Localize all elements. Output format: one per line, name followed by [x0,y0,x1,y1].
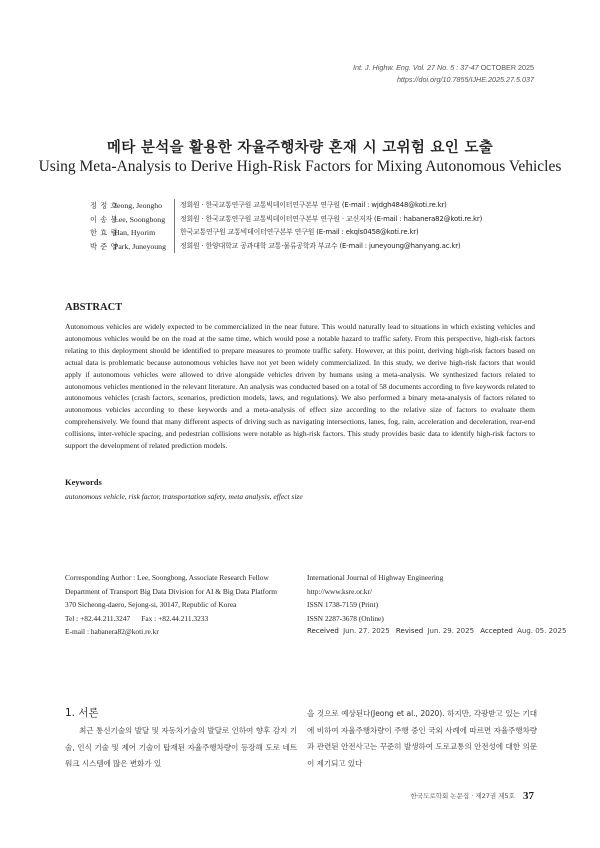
correspondence-author: Corresponding Author : Lee, Soongbong, Associate Research Fellow [65,573,269,582]
author-affiliation: 정회원 · 한양대학교 공과대학 교통·물류공학과 부교수 (E-mail : juneyoung@hanyang.ac.kr) [174,240,460,254]
volume-info: Vol. 27 No. 5 : 37-47 [412,63,479,72]
accepted-label: Accepted [480,627,513,635]
author-name-en: Park, Juneyoung [114,241,166,251]
author-name-ko: 박 준 영 [90,241,118,251]
revised-date: Jun. 29. 2025 [427,627,475,635]
author-affiliation: 정회원 · 한국교통연구원 교통빅데이터연구본부 연구원 (E-mail : wjdgh4848@koti.re.kr) [174,199,447,213]
author-row [90,213,482,227]
correspondence-block [65,571,277,639]
abstract-heading: ABSTRACT [65,302,123,313]
body-text-column-left: 최근 통신기술의 발달 및 자동차기술의 발달로 인하여 향후 감지 기술, 인식 기술 및 제어 기술이 탑재된 자율주행차량이 등장해 도로 네트워크 시스템에 많은 변화가 있 [65,726,297,769]
abstract-text: Autonomous vehicles are widely expected to be commercialized in the near future. This would naturally lead to situations in which existing vehicles and autonomous vehicles would be on the road at the same time, which would pose a notable hazard to traffic safety. From this perspective, high-risk factors relating to this deployment should be identified to prepare measures to promote traffic safety. However, at this point, deriving high-risk factors based on actual data is problematic because autonomous vehicles have not yet been widely commercialized. In this study, we derive high-risk factors that would apply if autonomous vehicles were allowed to drive alongside vehicles driven by humans using a meta-analysis. We synthesized factors related to autonomous vehicles mentioned in the relevant literature. An analysis was conducted based on a total of 58 documents according to five keywords related to autonomous vehicles (crash factors, scenarios, prediction models, laws, and regulations). We also performed a binary meta-analysis of factors related to autonomous vehicles according to these keywords and a meta-analysis of effect size according to the relative size of factors to evaluate them comprehensively. We found that many different aspects of driving such as navigating intersections, lanes, fog, rain, acceleration and deceleration, rear-end collisions, inter-vehicle spacing, and pedestrian collisions were notable as high-risk factors. This study provides basic data to identify high-risk factors to support the development of related prediction models. [65,322,535,451]
author-name-en: Jeong, Jeongho [114,201,163,210]
accepted-date: Aug. 05. 2025 [517,627,567,635]
page-footer [411,790,534,802]
received-date: Jun. 27. 2025 [343,627,390,635]
journal-info-block [307,571,570,639]
body-text-column-right: 을 것으로 예상된다(Jeong et al., 2020). 하지만, 각광받고 있는 기대에 비하여 자율주행차량이 주행 중인 국외 사례에 따르면 자율주행차량과 관련된 안전사고는 꾸준히 발생하여 도로교통의 안전성에 대한 의문이 제기되고 있다 [307,709,537,769]
issn-print: ISSN 1738-7159 (Print) [307,600,379,609]
section-heading: 1. 서론 [65,707,99,719]
author-affiliation: 한국교통연구원 교통빅데이터연구본부 연구원 (E-mail : ekqls0458@koti.re.kr) [174,226,419,240]
author-list [90,199,482,253]
paper-title-korean: 메타 분석을 활용한 자율주행차량 혼재 시 고위험 요인 도출 [106,140,494,156]
journal-header [353,62,534,73]
issue-date: OCTOBER 2025 [480,63,534,72]
journal-url[interactable]: http://www.ksre.or.kr/ [307,586,373,596]
doi-link[interactable]: https://doi.org/10.7855/IJHE.2025.27.5.037 [396,75,534,84]
submission-dates [307,625,570,639]
author-row [90,240,482,254]
author-name-ko: 정 정 호 [90,201,118,210]
author-row [90,199,482,213]
journal-abbr: Int. J. Highw. Eng. [352,63,411,72]
keywords-heading: Keywords [65,477,102,487]
revised-label: Revised [395,627,424,635]
correspondence-department: Department of Transport Big Data Division for AI & Big Data Platform [65,586,278,596]
author-name-ko: 이 송 봉 [90,214,118,224]
keywords-text: autonomous vehicle, risk factor, transportation safety, meta analysis, effect size [65,492,303,501]
issn-online: ISSN 2287-3678 (Online) [307,613,384,623]
author-name-ko: 한 효 림 [90,228,118,237]
author-affiliation: 정회원 · 한국교통연구원 교통빅데이터연구본부 연구원 · 교신저자 (E-mail : habanera82@koti.re.kr) [174,213,482,227]
author-name-en: Han, Hyorim [114,228,156,237]
correspondence-address: 370 Sicheong-daero, Sejong-si, 30147, Republic of Korea [65,600,237,609]
received-label: Received [307,627,339,635]
correspondence-email: E-mail : habanera82@koti.re.kr [65,627,159,636]
journal-name: International Journal of Highway Engineering [307,573,444,582]
author-row [90,226,482,240]
page-number: 37 [523,790,534,802]
author-name-en: Lee, Soongbong [114,214,166,224]
paper-title-english: Using Meta-Analysis to Derive High-Risk Factors for Mixing Autonomous Vehicles [38,158,562,175]
correspondence-phone: Tel : +82.44.211.3247 Fax : +82.44.211.3233 [65,613,209,623]
footer-journal-issue: 한국도로학회 논문집 · 제27권 제5호 [410,792,515,800]
